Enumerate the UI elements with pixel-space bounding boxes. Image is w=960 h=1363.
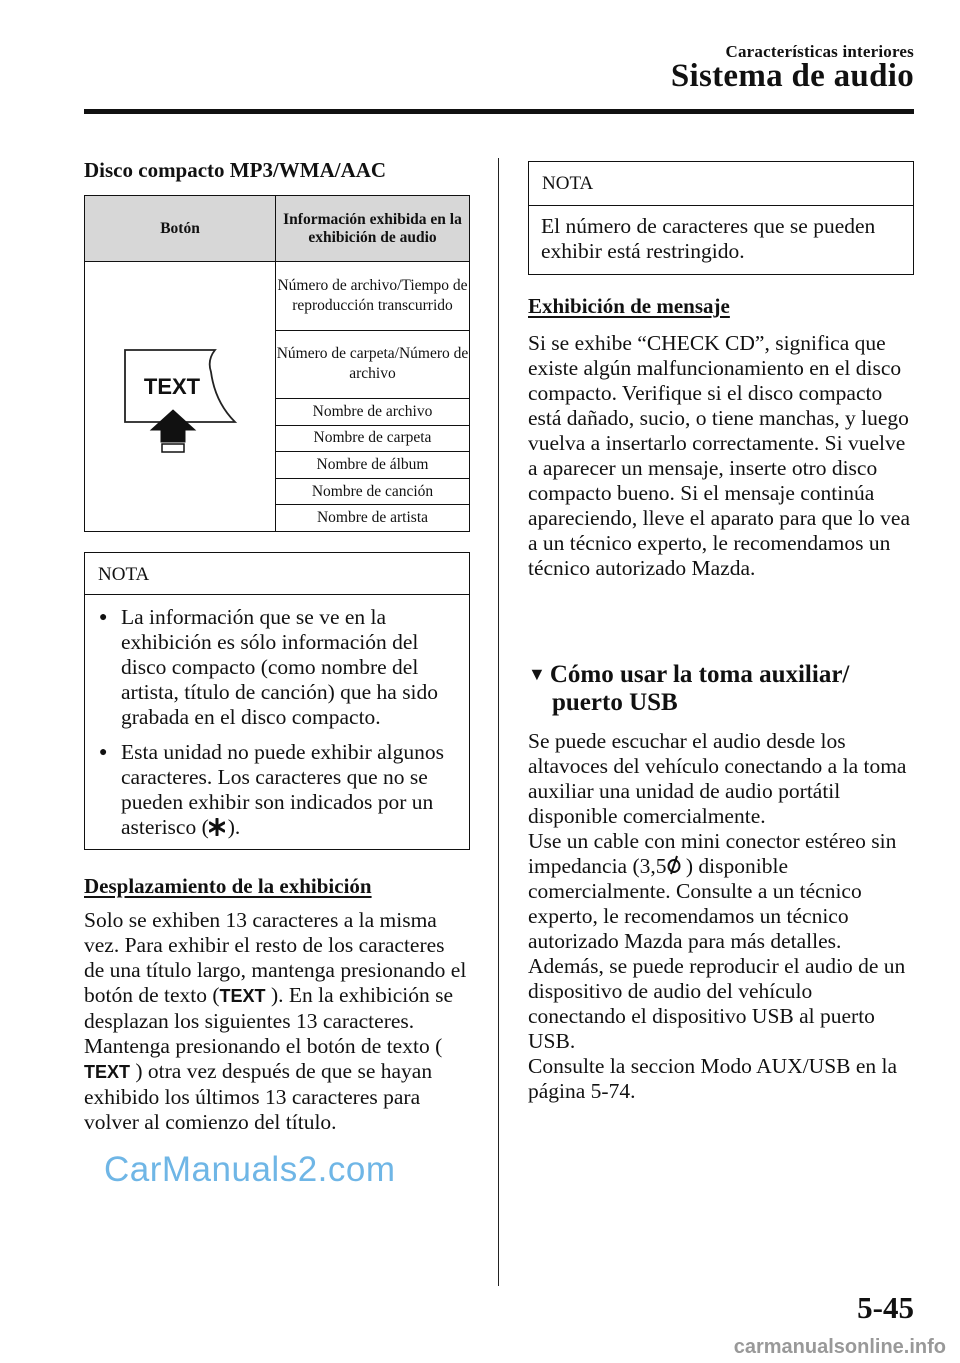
message-heading: Exhibición de mensaje [528, 294, 730, 318]
watermark-logo: CarManuals2.com [104, 1150, 396, 1189]
aux-heading: ▼ Cómo usar la toma auxiliar/ puerto USB [528, 661, 850, 716]
aux-paragraph: Se puede escuchar el audio desde los altavoces del vehículo conectando a la toma auxiliar una unidad de audio portátil disponible comercialmente. Use un cable con mini conector estéreo sin impedancia (3,5 ) disponible comercialmente. Consulte a un técnico experto, le recomendamos un técnico autorizado Mazda para más detalles. Además, se puede reproducir el audio de un dispositivo de audio del vehículo conectando el dispositivo USB al puerto USB. Consulte la seccion Modo AUX/USB en la página 5-74. [528, 729, 907, 1103]
svg-text:TEXT: TEXT [143, 374, 201, 399]
col-header-info: Información exhibida en la exhibición de audio [276, 196, 470, 262]
column-divider [498, 158, 499, 1286]
info-item: Nombre de carpeta [276, 425, 470, 452]
chapter-title: Características interiores [725, 42, 914, 61]
nota-bullet: ● La información que se ve en la exhibición es sólo información del disco compacto (como nombre del artista, título de canción) que ha sido grabada en el disco compacto. [99, 605, 439, 729]
footer-watermark: carmanualsonline.info [733, 1336, 946, 1358]
header-rule [84, 109, 914, 114]
asterisk-icon [209, 818, 225, 836]
nota-bullet: ● Esta unidad no puede exhibir algunos caracteres. Los caracteres que no se pueden exhibir son indicados por un asterisco ( ). [99, 740, 445, 839]
text-button-icon [85, 262, 275, 526]
text-button-icon: TEXT [219, 986, 266, 1006]
text-button-icon: TEXT [84, 1062, 131, 1082]
scroll-heading: Desplazamiento de la exhibición [84, 874, 372, 898]
section-title: Sistema de audio [670, 58, 914, 94]
scroll-paragraph: Solo se exhiben 13 caracteres a la misma vez. Para exhibir el resto de los caracteres de una título largo, mantenga presionando el botón de texto (TEXT ). En la exhibición se desplazan los siguientes 13 caracteres. Mantenga presionando el botón de texto (TEXT ) otra vez después de que se hayan exhibido los últimos 13 caracteres para volver al comienzo del título. [84, 908, 467, 1134]
diameter-icon [667, 855, 681, 875]
message-paragraph: Si se exhibe “CHECK CD”, significa que existe algún malfuncionamiento en el disco compacto. Verifique si el disco compacto está dañado, sucio, o tiene manchas, y luego vuelva a insertarlo correctamente. Si vuelve a aparecer un mensaje, inserte otro disco compacto bueno. Si el mensaje continúa apareciendo, lleve el aparato para que lo vea a un técnico experto, le recomendamos un técnico autorizado Mazda. [528, 331, 911, 580]
info-item: Número de archivo/Tiempo de reproducción transcurrido [276, 262, 470, 331]
info-item: Nombre de archivo [276, 399, 470, 426]
col-header-button: Botón [85, 196, 276, 262]
page-number: 5-45 [857, 1290, 914, 1325]
nota-box-right [528, 161, 914, 275]
nota-text: El número de caracteres que se pueden exhibir está restringido. [541, 214, 876, 263]
info-item: Número de carpeta/Número de archivo [276, 330, 470, 399]
triangle-icon: ▼ [528, 664, 546, 684]
info-item: Nombre de álbum [276, 452, 470, 479]
nota-box-left [84, 552, 470, 850]
info-table [84, 195, 470, 532]
info-item: Nombre de artista [276, 505, 470, 532]
info-item: Nombre de canción [276, 478, 470, 505]
nota-title: NOTA [85, 553, 469, 595]
mp3-heading: Disco compacto MP3/WMA/AAC [84, 158, 387, 182]
nota-title: NOTA [529, 162, 913, 206]
button-cell [85, 262, 276, 532]
